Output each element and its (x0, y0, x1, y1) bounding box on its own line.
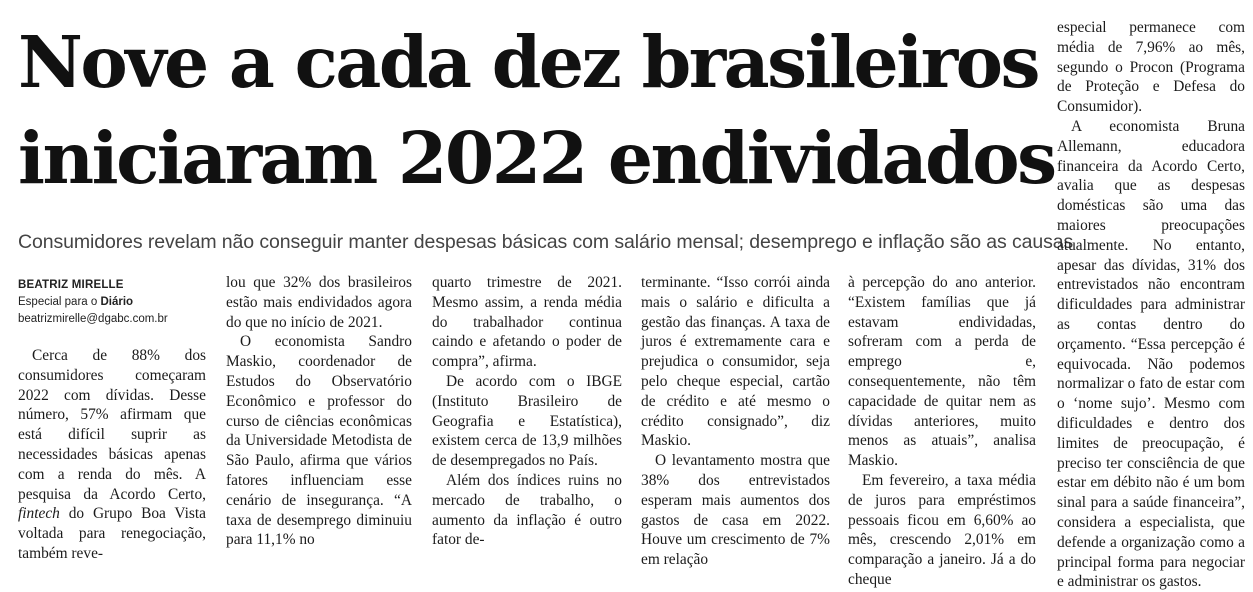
article-column-5 (848, 273, 1036, 588)
article-paragraph: Além dos índices ruins no mercado de trabalho, o aumento da inflação é outro fator de- (432, 471, 622, 549)
paragraph-text: Cerca de 88% dos consumidores começaram 2022 com dívidas. Desse número, 57% afirmam que está difícil suprir as necessidades básicas apenas com a renda do mês. A pesquisa da Acordo Certo, (18, 347, 206, 503)
article-paragraph: De acordo com o IBGE (Instituto Brasileiro de Geografia e Estatística), existem cerca de 13,9 milhões de desempregados no País. (432, 372, 622, 470)
headline-line-1: Nove a cada dez brasileiros (18, 20, 1038, 104)
headline-line-2: iniciaram 2022 endividados (18, 116, 1055, 200)
article-paragraph: Em fevereiro, a taxa média de juros para empréstimos pessoais ficou em 6,60% ao mês, crescendo 2,01% em comparação a janeiro. Já a do cheque (848, 471, 1036, 588)
article-paragraph: especial permanece com média de 7,96% ao mês, segundo o Procon (Programa de Proteção e Defesa do Consumidor). (1057, 19, 1245, 116)
article-paragraph: O levantamento mostra que 38% dos entrevistados esperam mais aumentos dos gastos de casa em 2022. Houve um crescimento de 7% em relação (641, 452, 830, 569)
article-paragraph: lou que 32% dos brasileiros estão mais endividados agora do que no início de 2021. (226, 274, 412, 331)
subheadline: Consumidores revelam não conseguir manter despesas básicas com salário mensal; desemprego e inflação são as causas (18, 231, 1074, 253)
headline (18, 14, 1055, 206)
article-column-4 (641, 273, 830, 569)
article-column-6 (1057, 18, 1245, 591)
publication-name: Diário (100, 296, 134, 308)
author-role-prefix: Especial para o (18, 296, 101, 308)
article-column-3 (432, 273, 622, 549)
article-paragraph: terminante. “Isso corrói ainda mais o salário e dificulta a gestão das finanças. A taxa de juros é extremamente cara e prejudica o consumidor, seja pelo cheque especial, cartão de crédito e até mesmo o crédito consignado”, diz Maskio. (641, 274, 830, 450)
author-name: BEATRIZ MIRELLE (18, 279, 124, 291)
paragraph-text-end: do Grupo Boa Vista voltada para renegociação, também reve- (18, 505, 206, 562)
author-role (18, 294, 208, 311)
article-paragraph: quarto trimestre de 2021. Mesmo assim, a renda média do trabalhador continua caindo e afetando o poder de compra”, afirma. (432, 274, 622, 371)
article-paragraph: A economista Bruna Allemann, educadora financeira da Acordo Certo, avalia que as despesas domésticas são uma das maiores preocupações atualmente. No entanto, apesar das dívidas, 31% dos entrevistados não encontram dificuldades para administrar as contas dentro do orçamento. “Essa percepção é equivocada. Não podemos normalizar o fato de estar com o ‘nome sujo’. Mesmo com dificuldades e dentro dos limites de preocupação, é preciso ter consciência de que estar em débito não é um bom sinal para a saúde financeira”, considera a especialista, que defende a organização como a principal forma para negociar e administrar os gastos. (1057, 117, 1245, 591)
article-paragraph (18, 346, 206, 564)
italic-term: fintech (18, 505, 60, 523)
author-email[interactable]: beatrizmirelle@dgabc.com.br (18, 313, 168, 325)
article-paragraph: O economista Sandro Maskio, coordenador de Estudos do Observatório Econômico e professor do curso de ciências econômicas da Universidade Metodista de São Paulo, afirma que vários fatores influenciam esse cenário de insegurança. “A taxa de desemprego diminuiu para 11,1% no (226, 333, 412, 549)
article-column-2 (226, 273, 412, 549)
article-column-1 (18, 346, 206, 562)
article-paragraph: à percepção do ano anterior. “Existem famílias que já estavam endividadas, sofreram com a perda de emprego e, consequentemente, não têm capacidade de quitar nem as dívidas anteriores, muito menos as atuais”, analisa Maskio. (848, 274, 1036, 470)
byline (18, 277, 208, 328)
